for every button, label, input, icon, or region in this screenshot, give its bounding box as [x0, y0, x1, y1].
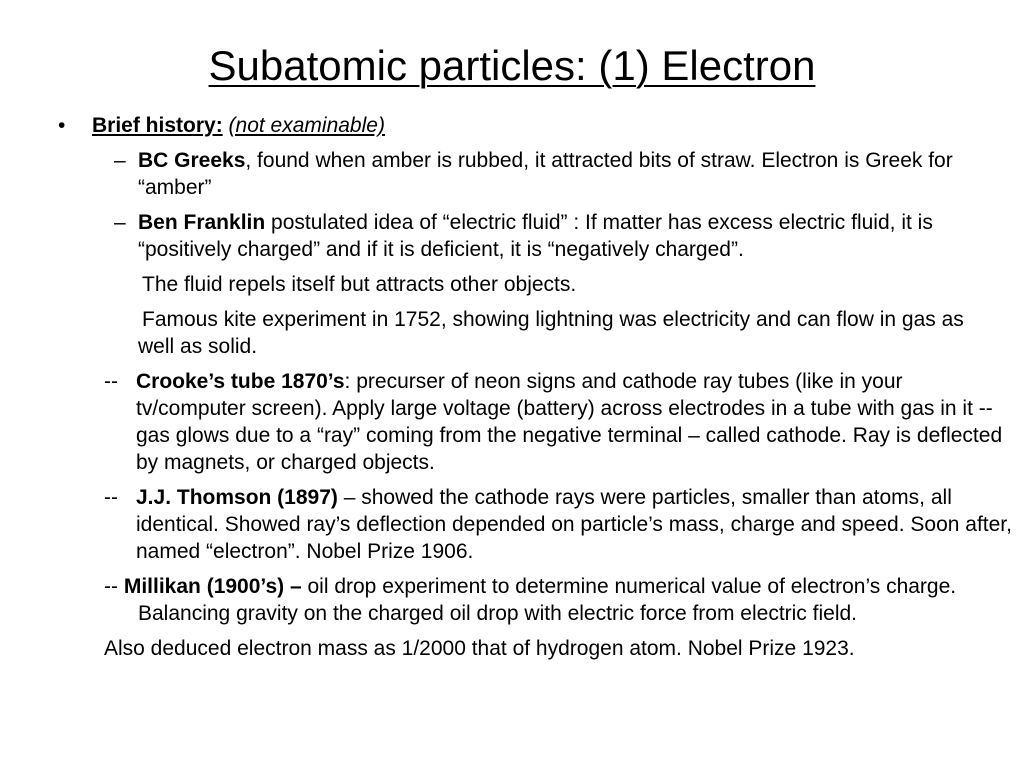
- list-item-ben-franklin: [114, 209, 1018, 263]
- item-text: oil drop experiment to determine numerical value of electron’s charge. Balancing gravity on the charged oil drop with electric force from electric field.: [138, 575, 957, 625]
- item-bold: J.J. Thomson (1897): [136, 486, 338, 509]
- slide-title: Subatomic particles: (1) Electron: [208, 42, 816, 89]
- dash-icon: --: [104, 575, 118, 598]
- item-text: The fluid repels itself but attracts other objects.: [142, 273, 577, 296]
- item-text: : precurser of neon signs and cathode ray tubes (like in your tv/computer screen). Apply large voltage (battery) across electrodes in a tube with gas in it -- gas glows due to a “ray” coming from the negative terminal – called cathode. Ray is deflected by magnets, or charged objects.: [136, 370, 1003, 474]
- item-text: , found when amber is rubbed, it attracted bits of straw. Electron is Greek for “amber”: [138, 149, 953, 199]
- dash-icon: --: [104, 486, 118, 509]
- dash-icon: --: [104, 370, 118, 393]
- paragraph-electron-mass: [104, 635, 998, 662]
- item-bold: Crooke’s tube 1870’s: [136, 370, 345, 393]
- brief-history-heading: [58, 112, 1024, 139]
- list-item-crookes-tube: [104, 368, 1006, 476]
- item-bold: BC Greeks: [138, 149, 246, 172]
- item-bold: Ben Franklin: [138, 211, 266, 234]
- bullet-icon: •: [58, 114, 66, 137]
- slide-body: [0, 112, 1024, 670]
- list-item-jj-thomson: [104, 484, 1020, 565]
- paragraph-fluid-repels: [138, 271, 998, 298]
- list-item-millikan: [104, 573, 1020, 627]
- item-text: – showed the cathode rays were particles, smaller than atoms, all identical. Showed ray’s deflection depended on particle’s mass, charge and speed. Soon after, named “electron”. Nobel Prize 1906.: [136, 486, 1012, 563]
- heading-bold: Brief history:: [92, 114, 223, 137]
- paragraph-kite-experiment: [138, 306, 998, 360]
- list-item-bc-greeks: [114, 147, 998, 201]
- dash-icon: –: [114, 149, 126, 172]
- item-text: postulated idea of “electric fluid” : If matter has excess electric fluid, it is “positively charged” and if it is deficient, it is “negatively charged”.: [138, 211, 933, 261]
- item-bold: Millikan (1900’s) –: [123, 575, 302, 598]
- dash-icon: –: [114, 211, 126, 234]
- item-text: Also deduced electron mass as 1/2000 that of hydrogen atom. Nobel Prize 1923.: [104, 637, 855, 660]
- item-text: Famous kite experiment in 1752, showing lightning was electricity and can flow in gas as well as solid.: [138, 308, 964, 358]
- heading-italic: (not examinable): [228, 114, 385, 137]
